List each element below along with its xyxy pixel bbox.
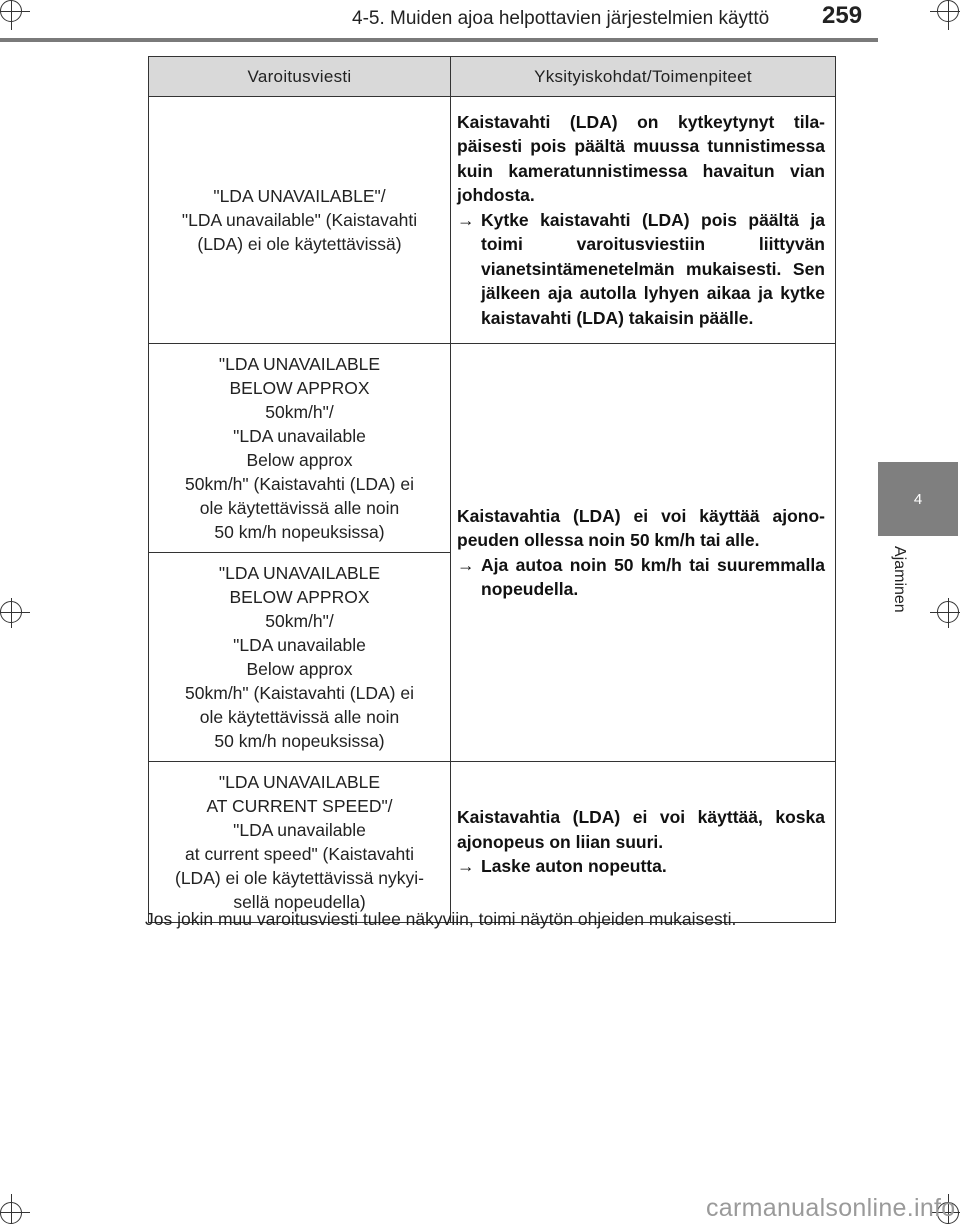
warning-message-cell — [149, 344, 451, 553]
message-line: Below approx — [246, 659, 353, 679]
message-line: 50km/h"/ — [265, 402, 334, 422]
warning-message-cell — [149, 762, 451, 923]
action-item — [457, 553, 825, 602]
message-line: sellä nopeudella) — [233, 892, 366, 912]
footnote: Jos jokin muu varoitusviesti tulee näkyviin, toimi näytön ohjeiden mukaisesti. — [145, 909, 737, 929]
action-item — [457, 854, 825, 879]
arrow-icon: → — [457, 209, 475, 230]
chapter-tab — [878, 462, 958, 536]
crop-mark — [0, 601, 22, 623]
message-line: "LDA UNAVAILABLE — [218, 772, 381, 792]
table-row — [149, 762, 836, 923]
detail-cell — [451, 344, 836, 762]
action-item — [457, 208, 825, 331]
message-line: "LDA UNAVAILABLE"/ — [213, 186, 386, 206]
warning-message-cell — [149, 97, 451, 344]
message-line: "LDA unavailable — [233, 820, 366, 840]
page-number: 259 — [822, 2, 863, 29]
message-line: 50km/h" (Kaistavahti (LDA) ei — [185, 683, 414, 703]
message-line: ole käytettävissä alle noin — [199, 707, 400, 727]
message-line: (LDA) ei ole käytettävissä nykyi- — [175, 868, 424, 888]
section-title: 4-5. Muiden ajoa helpottavien järjestelmien käyttö — [352, 8, 770, 29]
message-line: 50km/h" (Kaistavahti (LDA) ei — [185, 474, 414, 494]
message-line: "LDA UNAVAILABLE — [218, 563, 381, 583]
detail-text: Kaistavahti (LDA) on kytkeytynyt tilapäisesti pois päältä muussa tunnistimessa kuin kameratunnistimessa havaitun vian johdosta. — [457, 111, 825, 206]
detail-cell — [451, 97, 836, 344]
crop-mark — [937, 601, 959, 623]
crop-mark — [937, 0, 959, 22]
chapter-label: Ajaminen — [891, 546, 908, 613]
column-header-details: Yksityiskohdat/Toimenpiteet — [451, 57, 836, 97]
message-line: 50 km/h nopeuksissa) — [214, 522, 385, 542]
action-text: Laske auton nopeutta. — [481, 856, 667, 877]
message-line: 50km/h"/ — [265, 611, 334, 631]
warning-message-table — [148, 56, 836, 923]
crop-mark — [0, 1202, 22, 1224]
arrow-icon: → — [457, 554, 475, 575]
message-line: "LDA unavailable — [233, 635, 366, 655]
message-line: 50 km/h nopeuksissa) — [214, 731, 385, 751]
message-line: AT CURRENT SPEED"/ — [206, 796, 393, 816]
message-line: BELOW APPROX — [229, 378, 370, 398]
detail-cell — [451, 762, 836, 923]
warning-message-cell — [149, 553, 451, 762]
chapter-number: 4 — [913, 490, 923, 508]
table-header-row — [149, 57, 836, 97]
table-row — [149, 97, 836, 344]
arrow-icon: → — [457, 856, 475, 877]
message-line: "LDA UNAVAILABLE — [218, 354, 381, 374]
message-line: Below approx — [246, 450, 353, 470]
table-row — [149, 344, 836, 553]
crop-mark — [0, 0, 22, 22]
watermark: carmanualsonline.info — [706, 1194, 956, 1222]
message-line: ole käytettävissä alle noin — [199, 498, 400, 518]
action-text: Kytke kaistavahti (LDA) pois päältä ja toimi varoitusviestiin liittyvän vianetsintämenetelmän mukaisesti. Sen jälkeen aja autolla lyhyen aikaa ja kytke kaistavahti (LDA) takaisin päälle. — [481, 209, 825, 328]
message-line: (LDA) ei ole käytettävissä) — [197, 234, 402, 254]
detail-text: Kaistavahtia (LDA) ei voi käyttää ajonopeuden ollessa noin 50 km/h tai alle. — [457, 505, 825, 550]
message-line: at current speed" (Kaistavahti — [185, 844, 414, 864]
detail-text: Kaistavahtia (LDA) ei voi käyttää, koska ajonopeus on liian suuri. — [457, 807, 825, 852]
message-line: BELOW APPROX — [229, 587, 370, 607]
action-text: Aja autoa noin 50 km/h tai suuremmalla nopeudella. — [481, 554, 825, 599]
message-line: "LDA unavailable" (Kaistavahti — [181, 210, 418, 230]
column-header-message: Varoitusviesti — [149, 57, 451, 97]
message-line: "LDA unavailable — [233, 426, 366, 446]
header-rule — [0, 38, 878, 42]
